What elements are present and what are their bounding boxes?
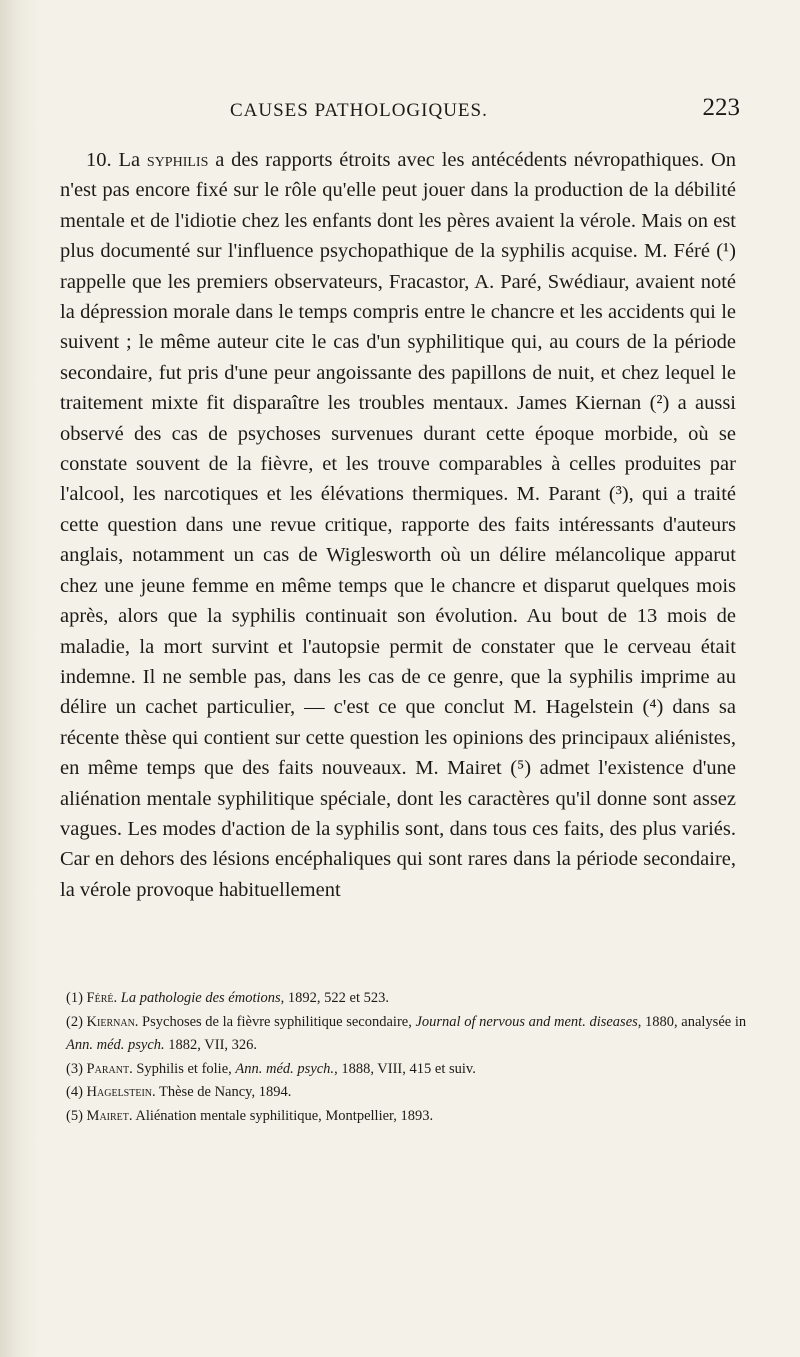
footnote-title: Aliénation mentale syphilitique, Montpellier, 1893. xyxy=(135,1107,434,1124)
footnote-number: (5) xyxy=(66,1107,87,1124)
footnote-separator: . xyxy=(129,1060,137,1077)
footnote-3 xyxy=(60,1058,760,1082)
footnote-title: Thèse de Nancy, 1894. xyxy=(159,1084,292,1100)
paragraph-number: 10. La xyxy=(86,149,147,171)
footnote-4 xyxy=(60,1081,760,1105)
footnote-2 xyxy=(60,1011,760,1058)
footnote-work-2: Ann. méd. psych. xyxy=(66,1037,165,1053)
footnote-number: (2) xyxy=(66,1013,87,1030)
footnote-author: Mairet xyxy=(86,1107,129,1124)
footnote-author: Hagelstein xyxy=(86,1084,153,1100)
footnote-separator: . xyxy=(113,990,121,1006)
syphilis-keyword: syphilis xyxy=(146,149,209,171)
footnote-separator: . xyxy=(152,1084,160,1100)
footnote-author: Kiernan xyxy=(86,1013,135,1030)
footnote-separator: . xyxy=(128,1107,136,1124)
footnote-work: Ann. méd. psych. xyxy=(235,1060,335,1077)
footnote-author: Parant xyxy=(86,1060,130,1077)
footnote-work: La pathologie des émotions xyxy=(120,990,281,1006)
footnotes xyxy=(60,987,760,1128)
main-paragraph xyxy=(60,145,736,905)
footnote-5 xyxy=(60,1105,760,1129)
footnote-number: (3) xyxy=(66,1060,87,1077)
footnote-author: Féré xyxy=(86,990,114,1006)
footnote-work: Journal of nervous and ment. diseases xyxy=(415,1013,638,1030)
chapter-title: CAUSES PATHOLOGIQUES. xyxy=(230,100,488,121)
footnote-details: , 1880, analysée in xyxy=(637,1013,747,1030)
footnote-details: , 1892, 522 et 523. xyxy=(280,990,389,1006)
footnote-1 xyxy=(60,987,760,1011)
running-header xyxy=(60,94,780,130)
footnote-separator: . xyxy=(134,1013,143,1030)
paragraph-text: a des rapports étroits avec les antécédents névropathiques. On n'est pas encore fixé sur le rôle qu'elle peut jouer dans la production de la débilité mentale et de l'idiotie chez les enfants dont les pères avaient la vérole. Mais on est plus documenté sur l'influence psychopathique de la syphilis acquise. M. Féré (¹) rappelle que les premiers observateurs, Fracastor, A. Paré, Swédiaur, avaient noté la dépression morale dans le temps compris entre le chancre et les accidents qui le suivent ; le même auteur cite le cas d'un syphilitique qui, au cours de la période secondaire, fut pris d'une peur angoissante des papillons de nuit, et chez lequel le traitement mixte fit disparaître les troubles mentaux. James Kiernan (²) a aussi observé des cas de psychoses survenues durant cette époque morbide, où se constate souvent de la fièvre, et les trouve comparables à celles produites par l'alcool, les narcotiques et les élévations thermiques. M. Parant (³), qui a traité cette question dans une revue critique, rapporte des faits intéressants d'auteurs anglais, notamment un cas de Wiglesworth où un délire mélancolique apparut chez une jeune femme en même temps que le chancre et disparut quelques mois après, alors que la syphilis continuait son évolution. Au bout de 13 mois de maladie, la mort survint et l'autopsie permit de constater que le cerveau était indemne. Il ne semble pas, dans les cas de ce genre, que la syphilis imprime au délire un cachet particulier, — c'est ce que conclut M. Hagelstein (⁴) dans sa récente thèse qui contient sur cette question les opinions des principaux aliénistes, en même temps que des faits nouveaux. M. Mairet (⁵) admet l'existence d'une aliénation mentale syphilitique spéciale, dont les caractères qu'il donne sont assez vagues. Les modes d'action de la syphilis sont, dans tous ces faits, des plus variés. Car en dehors des lésions encéphaliques qui sont rares dans la période secondaire, la vérole provoque habituellement xyxy=(60,149,736,901)
footnote-details: , 1888, VIII, 415 et suiv. xyxy=(334,1060,476,1077)
page-number: 223 xyxy=(702,94,740,121)
footnote-number: (1) xyxy=(66,990,87,1006)
footnote-title: Psychoses de la fièvre syphilitique secondaire, xyxy=(142,1013,416,1030)
footnote-number: (4) xyxy=(66,1084,87,1100)
footnote-title: Syphilis et folie, xyxy=(136,1060,236,1077)
footnote-details-2: 1882, VII, 326. xyxy=(164,1037,258,1053)
